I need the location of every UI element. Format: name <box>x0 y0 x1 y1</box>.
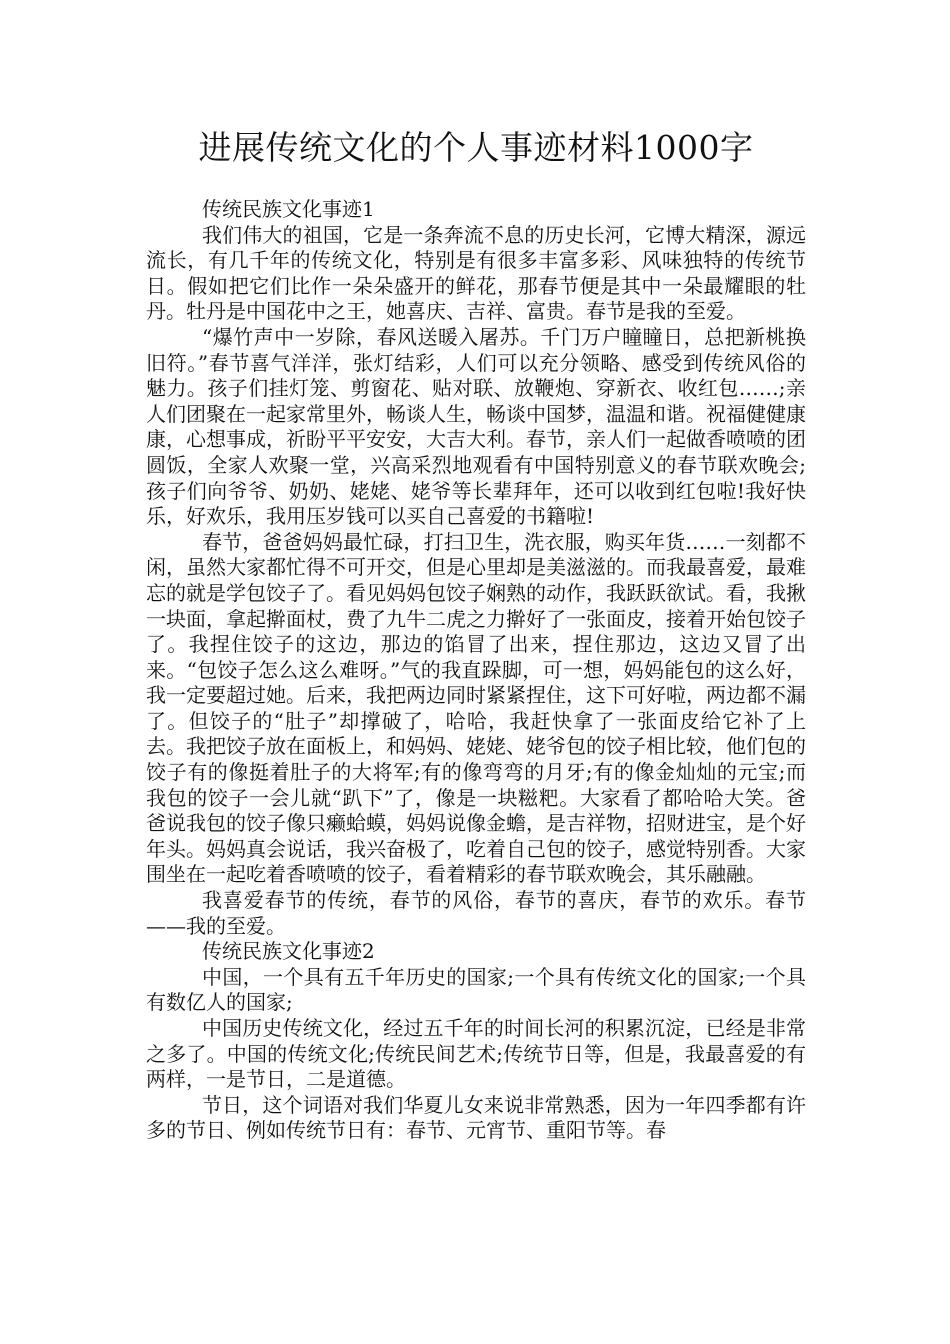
paragraph: 中国历史传统文化，经过五千年的时间长河的积累沉淀，已经是非常之多了。中国的传统文化;传统民间艺术;传统节日等，但是，我最喜爱的有两样，一是节日，二是道德。 <box>146 1016 806 1092</box>
paragraph: 我们伟大的祖国，它是一条奔流不息的历史长河，它博大精深，源远流长，有几千年的传统文化，特别是有很多丰富多彩、风味独特的传统节日。假如把它们比作一朵朵盛开的鲜花，那春节便是其中一朵最耀眼的牡丹。牡丹是中国花中之王，她喜庆、吉祥、富贵。春节是我的至爱。 <box>146 222 806 324</box>
paragraph: “爆竹声中一岁除，春风送暖入屠苏。千门万户瞳瞳日，总把新桃换旧符。”春节喜气洋洋，张灯结彩，人们可以充分领略、感受到传统风俗的魅力。孩子们挂灯笼、剪窗花、贴对联、放鞭炮、穿新衣、收红包……;亲人们团聚在一起家常里外，畅谈人生，畅谈中国梦，温温和谐。祝福健健康康，心想事成，祈盼平平安安，大吉大利。春节，亲人们一起做香喷喷的团圆饭，全家人欢聚一堂，兴高采烈地观看有中国特别意义的春节联欢晚会;孩子们向爷爷、奶奶、姥姥、姥爷等长辈拜年，还可以收到红包啦!我好快乐，好欢乐，我用压岁钱可以买自己喜爱的书籍啦! <box>146 324 806 529</box>
paragraph: 中国，一个具有五千年历史的国家;一个具有传统文化的国家;一个具有数亿人的国家; <box>146 964 806 1015</box>
paragraph: 我喜爱春节的传统，春节的风俗，春节的喜庆，春节的欢乐。春节——我的至爱。 <box>146 888 806 938</box>
paragraph: 春节，爸爸妈妈最忙碌，打扫卫生，洗衣服，购买年货……一刻都不闲，虽然大家都忙得不可开交，但是心里却是美滋滋的。而我最喜爱，最难忘的就是学包饺子了。看见妈妈包饺子娴熟的动作，我跃跃欲试。看，我揪一块面，拿起擀面杖，费了九牛二虎之力擀好了一张面皮，接着开始包饺子了。我捏住饺子的这边，那边的馅冒了出来，捏住那边，这边又冒了出来。“包饺子怎么这么难呀。”气的我直跺脚，可一想，妈妈能包的这么好，我一定要超过她。后来，我把两边同时紧紧捏住，这下可好啦，两边都不漏了。但饺子的“肚子”却撑破了，哈哈，我赶快拿了一张面皮给它补了上去。我把饺子放在面板上，和妈妈、姥姥、姥爷包的饺子相比较，他们包的饺子有的像挺着肚子的大将军;有的像弯弯的月牙;有的像金灿灿的元宝;而我包的饺子一会儿就“趴下”了，像是一块糍粑。大家看了都哈哈大笑。爸爸说我包的饺子像只癞蛤蟆，妈妈说像金蟾，是吉祥物，招财进宝，是个好年头。妈妈真会说话，我兴奋极了，吃着自己包的饺子，感觉特别香。大家围坐在一起吃着香喷喷的饺子，看着精彩的春节联欢晚会，其乐融融。 <box>146 529 806 887</box>
document-body <box>146 197 806 1144</box>
paragraph: 节日，这个词语对我们华夏儿女来说非常熟悉，因为一年四季都有许多的节日、例如传统节日有：春节、元宵节、重阳节等。春 <box>146 1092 806 1143</box>
document-title: 进展传统文化的个人事迹材料1000字 <box>198 128 754 167</box>
section-heading: 传统民族文化事迹1 <box>202 197 375 221</box>
section-heading: 传统民族文化事迹2 <box>202 939 375 964</box>
